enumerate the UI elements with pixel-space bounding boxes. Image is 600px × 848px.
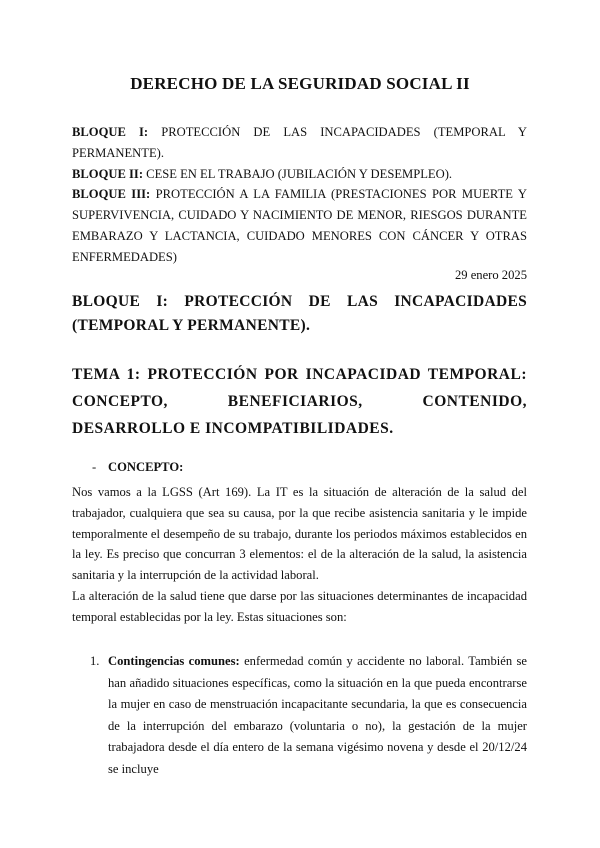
document-date: 29 enero 2025	[454, 268, 527, 282]
list-number: 1.	[90, 654, 100, 668]
document-title: DERECHO DE LA SEGURIDAD SOCIAL II	[130, 74, 470, 93]
block-label: BLOQUE III:	[72, 187, 151, 202]
block-label: BLOQUE I:	[72, 125, 149, 139]
list-item-text: enfermedad común y accidente no laboral. También se han añadido situaciones específicas, como la situación en la que pueda encontrarse la mujer en caso de menstruación incapacitante secundaria, la que es consecuencia de la interrupción del embarazo (voluntaria o no), la gestación de la mujer trabajadora desde el día entero de la semana vigésimo novena y desde el 20/12/24 se incluye	[108, 654, 527, 776]
block-item	[72, 122, 527, 164]
tema-heading: TEMA 1: PROTECCIÓN POR INCAPACIDAD TEMPORAL: CONCEPTO, BENEFICIARIOS, CONTENIDO, DESARROLLO E INCOMPATIBILIDADES.	[72, 366, 527, 437]
block-item	[72, 184, 527, 267]
numbered-list	[90, 651, 527, 780]
section-heading: BLOQUE I: PROTECCIÓN DE LAS INCAPACIDADES (TEMPORAL Y PERMANENTE).	[72, 293, 527, 334]
list-item-label: Contingencias comunes:	[108, 654, 240, 668]
concept-heading	[92, 460, 183, 475]
bullet-dash: -	[92, 460, 97, 474]
list-item	[108, 651, 527, 780]
blocks-list	[72, 122, 527, 268]
block-text: CESE EN EL TRABAJO (JUBILACIÓN Y DESEMPLEO).	[143, 166, 453, 181]
block-item	[72, 164, 527, 185]
concept-label: CONCEPTO:	[108, 460, 184, 474]
block-text: PROTECCIÓN DE LAS INCAPACIDADES (TEMPORAL Y PERMANENTE).	[72, 125, 527, 160]
block-text: PROTECCIÓN A LA FAMILIA (PRESTACIONES POR MUERTE Y SUPERVIVENCIA, CUIDADO Y NACIMIENTO DE MENOR, RIESGOS DURANTE EMBARAZO Y LACTANCIA, CUIDADO MENORES CON CÁNCER Y OTRAS ENFERMEDADES)	[72, 187, 528, 264]
body-paragraph: La alteración de la salud tiene que darse por las situaciones determinantes de incapacidad temporal establecidas por la ley. Estas situaciones son:	[72, 588, 527, 624]
body-paragraph: Nos vamos a la LGSS (Art 169). La IT es la situación de alteración de la salud del trabajador, cualquiera que sea su causa, por la que recibe asistencia sanitaria y le impide temporalmente el desempeño de su trabajo, durante los periodos máximos establecidos en la ley. Es preciso que concurran 3 elementos: el de la alteración de la salud, la asistencia sanitaria y la interrupción de la actividad laboral.	[72, 485, 527, 583]
concept-body	[72, 482, 527, 628]
block-label: BLOQUE II:	[72, 166, 144, 181]
